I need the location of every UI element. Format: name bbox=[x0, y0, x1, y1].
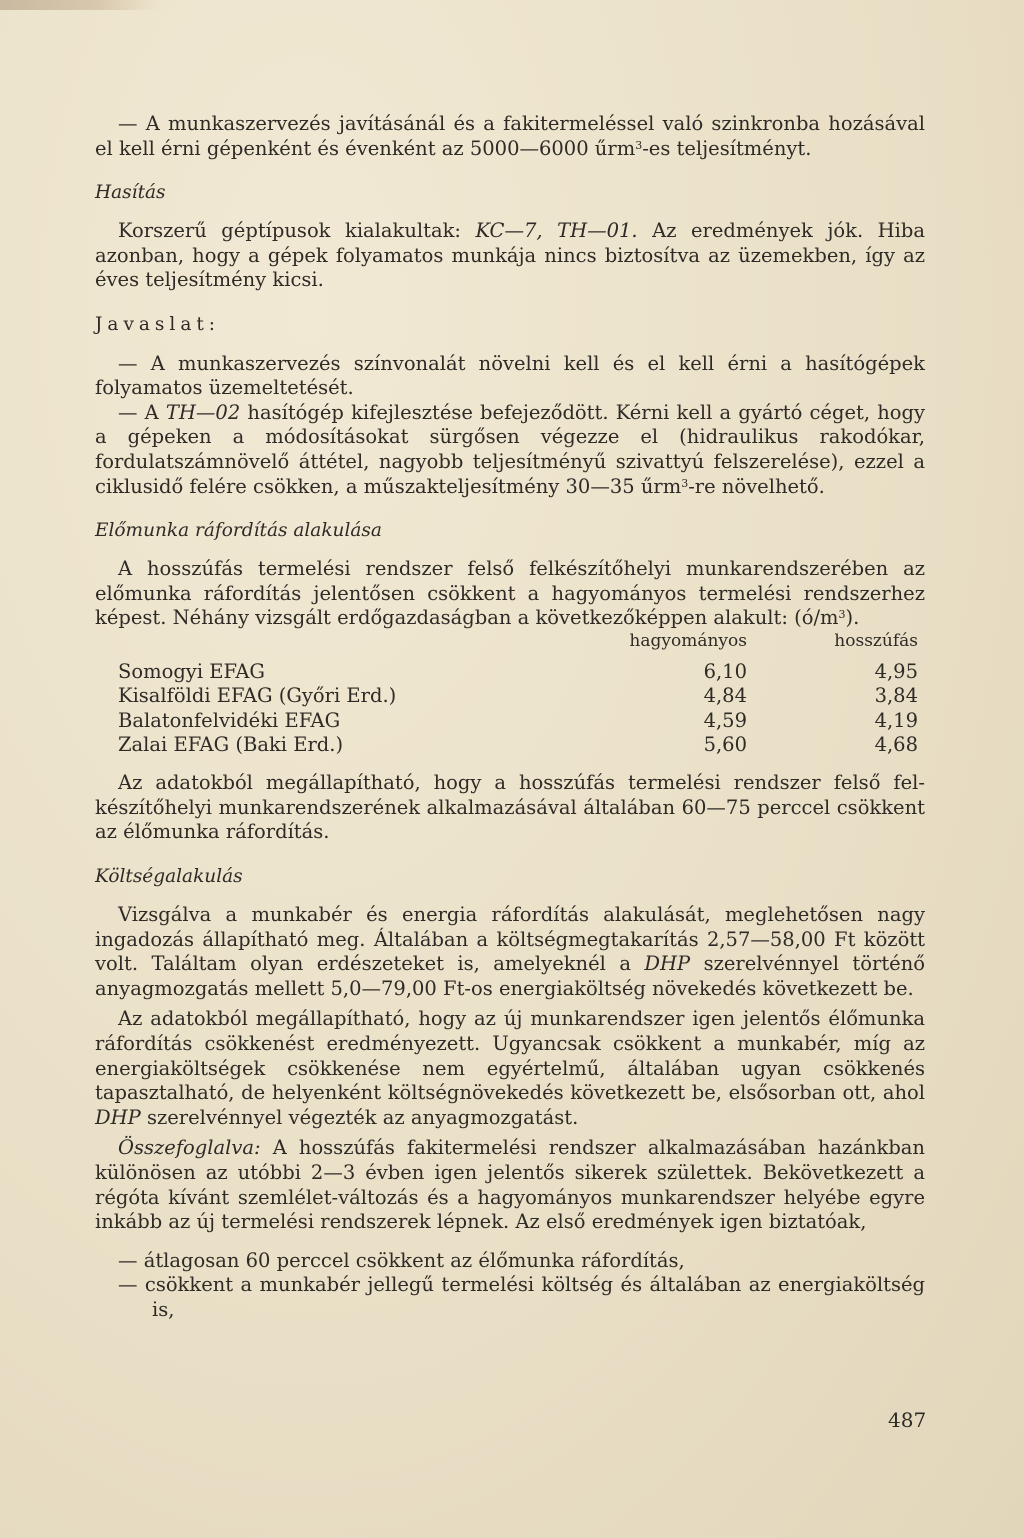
table-row: Balatonfelvidéki EFAG 4,59 4,19 bbox=[118, 708, 918, 732]
table-row: Kisalföldi EFAG (Győri Erd.) 4,84 3,84 bbox=[118, 684, 918, 708]
page-body bbox=[95, 112, 925, 1323]
col-hosszufas: hosszúfás bbox=[834, 630, 918, 651]
paragraph-koltseg-2: Az adatokból megállapítható, hogy az új munkarendszer igen jelentős élőmunka ráfordítás csökkenést eredményezett. Ugyancsak csökkent a munkabér, míg az energiaköltségek csökkenése nem egyértelmű, általában ugyan csökkenés tapasztalható, de helyenként költségnövekedés következett be, elsősorban ott, ahol DHP szerelvénnyel végezték az anyagmozgatást. bbox=[95, 1007, 925, 1129]
paragraph-javaslat-2: — A TH—02 hasítógép kifejlesztése befejeződött. Kérni kell a gyártó céget, hogy a gépeken a módosításokat sürgősen végezze el (hidraulikus rakodókar, fordulatszámnövelő áttétel, nagyobb teljesítményű szivattyú felszerelése), ezzel a ciklusidő felére csökken, a műszakteljesítmény 30—35 űrm$^3$-re növelhető. bbox=[95, 400, 925, 498]
heading-elomunka: Előmunka ráfordítás alakulása bbox=[95, 520, 382, 542]
paragraph-elomunka: A hosszúfás termelési rendszer felső felkészítőhelyi munkarendszerében az előmunka ráfordítás jelentősen csökkent a hagyományos termelési rendszerhez képest. Néhány vizsgált erdőgazdaságban a következőképpen alakult: $(ó/m^3)$. bbox=[95, 557, 925, 630]
ratio-table bbox=[118, 631, 918, 757]
heading-javaslat: Javaslat: bbox=[95, 313, 221, 335]
bullet-item-1: — átlagosan 60 perccel csökkent az élőmunka ráfordítás, bbox=[118, 1248, 685, 1272]
heading-hasitas: Hasítás bbox=[95, 182, 166, 204]
paragraph-hasitas: Korszerű géptípusok kialakultak: KC—7, TH—01. Az eredmények jók. Hiba azonban, hogy a gépek folyamatos munkája nincs biztosítva az üzemekben, így az éves teljesítmény kicsi. bbox=[95, 219, 925, 292]
paragraph-osszefoglalva: Összefoglalva: A hosszúfás fakitermelési rendszer alkalmazásában hazánkban különösen az utóbbi 2—3 évben igen jelentős sikerek születtek. Bekövetkezett a régóta kívánt szemlélet-változás és a hagyományos munkarendszer helyébe egyre inkább az új termelési rendszerek lépnek. Az első eredmények igen biztatóak, bbox=[95, 1136, 925, 1234]
table-row: Zalai EFAG (Baki Erd.) 5,60 4,68 bbox=[118, 733, 918, 757]
bullet-item-2: — csökkent a munkabér jellegű termelési költség és általában az energiaköltség is, bbox=[118, 1273, 925, 1321]
table-row: Somogyi EFAG 6,10 4,95 bbox=[118, 659, 918, 683]
paragraph-adatok: Az adatokból megállapítható, hogy a hosszúfás termelési rendszer felső felkészítőhelyi munkarendszerének alkalmazásával általában 60—75 perccel csökkent az élőmunka ráfordítás. bbox=[95, 771, 925, 844]
torn-corner bbox=[0, 0, 160, 10]
paragraph-koltseg-1: Vizsgálva a munkabér és energia ráfordítás alakulását, meglehetősen nagy ingadozás állapítható meg. Általában a költségmegtakarítás 2,57—58,00 Ft között volt. Találtam olyan erdészeteket is, amelyeknél a DHP szerelvénnyel történő anyagmozgatás mellett 5,0—79,00 Ft-os energiaköltség növekedés következett be. bbox=[95, 903, 925, 1000]
heading-koltseg: Költségalakulás bbox=[95, 866, 243, 888]
table-header bbox=[118, 631, 918, 659]
paragraph-intro: — A munkaszervezés javításánál és a fakitermeléssel való szinkronba hozásával el kell érni gépenként és évenként az 5000—6000 űrm$^3$-es teljesítményt. bbox=[95, 112, 925, 160]
col-hagyomanyos: hagyományos bbox=[629, 630, 747, 651]
page-number: 487 bbox=[888, 1408, 927, 1432]
paragraph-javaslat-1: — A munkaszervezés színvonalát növelni kell és el kell érni a hasítógépek folyamatos üzemeltetését. bbox=[95, 351, 925, 400]
